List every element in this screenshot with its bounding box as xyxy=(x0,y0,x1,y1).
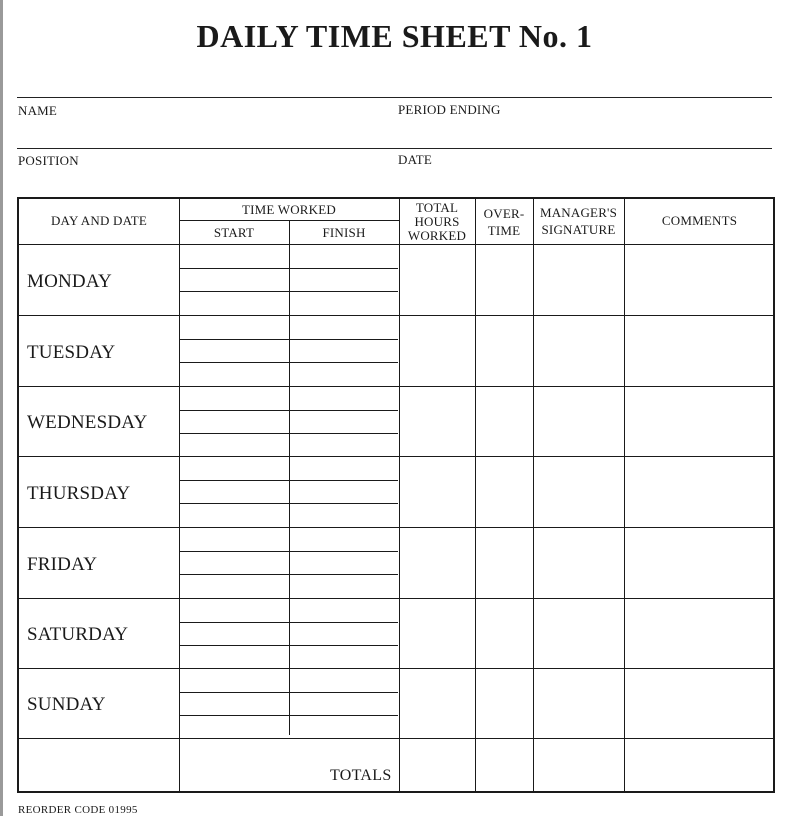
name-line xyxy=(17,97,772,98)
manager-signature-header: MANAGER'S SIGNATURE xyxy=(539,205,618,237)
time-slot-line xyxy=(180,433,398,434)
time-slot-line xyxy=(180,715,398,716)
day-separator xyxy=(19,598,773,599)
period-ending-label: PERIOD ENDING xyxy=(398,102,501,117)
day-label-thursday: THURSDAY xyxy=(27,483,131,504)
day-and-date-header: DAY AND DATE xyxy=(50,213,148,228)
time-slot-line xyxy=(180,692,398,693)
time-slot-line xyxy=(180,503,398,504)
time-slot-line xyxy=(180,480,398,481)
overtime-header: OVER- TIME xyxy=(483,206,525,238)
time-worked-header: TIME WORKED xyxy=(241,202,337,217)
time-slot-line xyxy=(180,291,398,292)
position-line xyxy=(17,148,772,149)
day-label-saturday: SATURDAY xyxy=(27,624,129,645)
page-title: DAILY TIME SHEET No. 1 xyxy=(196,18,593,54)
day-separator xyxy=(19,527,773,528)
page-edge xyxy=(0,0,3,816)
comments-header: COMMENTS xyxy=(661,213,738,228)
timesheet-table xyxy=(17,197,775,793)
day-label-friday: FRIDAY xyxy=(27,554,98,575)
day-separator xyxy=(19,456,773,457)
time-slot-line xyxy=(180,574,398,575)
day-label-monday: MONDAY xyxy=(27,271,112,292)
day-separator xyxy=(19,386,773,387)
column-divider xyxy=(533,199,534,791)
column-divider xyxy=(624,199,625,791)
time-slot-line xyxy=(180,551,398,552)
totals-separator xyxy=(19,738,773,739)
column-divider xyxy=(179,199,180,791)
time-slot-line xyxy=(180,410,398,411)
reorder-code: REORDER CODE 01995 xyxy=(18,804,138,816)
name-label: NAME xyxy=(18,103,58,118)
totals-label: TOTALS xyxy=(330,767,392,784)
day-separator xyxy=(19,315,773,316)
time-slot-line xyxy=(180,622,398,623)
time-slot-line xyxy=(180,362,398,363)
time-worked-subheader-line xyxy=(179,220,399,221)
day-label-tuesday: TUESDAY xyxy=(27,342,116,363)
header-bottom-line xyxy=(19,244,773,245)
time-slot-line xyxy=(180,268,398,269)
start-header: START xyxy=(213,225,255,240)
finish-header: FINISH xyxy=(322,225,366,240)
start-finish-divider xyxy=(289,220,290,735)
total-hours-header: TOTAL HOURS WORKED xyxy=(407,200,467,243)
day-label-wednesday: WEDNESDAY xyxy=(27,412,148,433)
date-label: DATE xyxy=(398,152,433,167)
position-label: POSITION xyxy=(18,153,79,168)
column-divider xyxy=(475,199,476,791)
time-slot-line xyxy=(180,339,398,340)
day-label-sunday: SUNDAY xyxy=(27,694,106,715)
day-separator xyxy=(19,668,773,669)
time-slot-line xyxy=(180,645,398,646)
column-divider xyxy=(399,199,400,791)
